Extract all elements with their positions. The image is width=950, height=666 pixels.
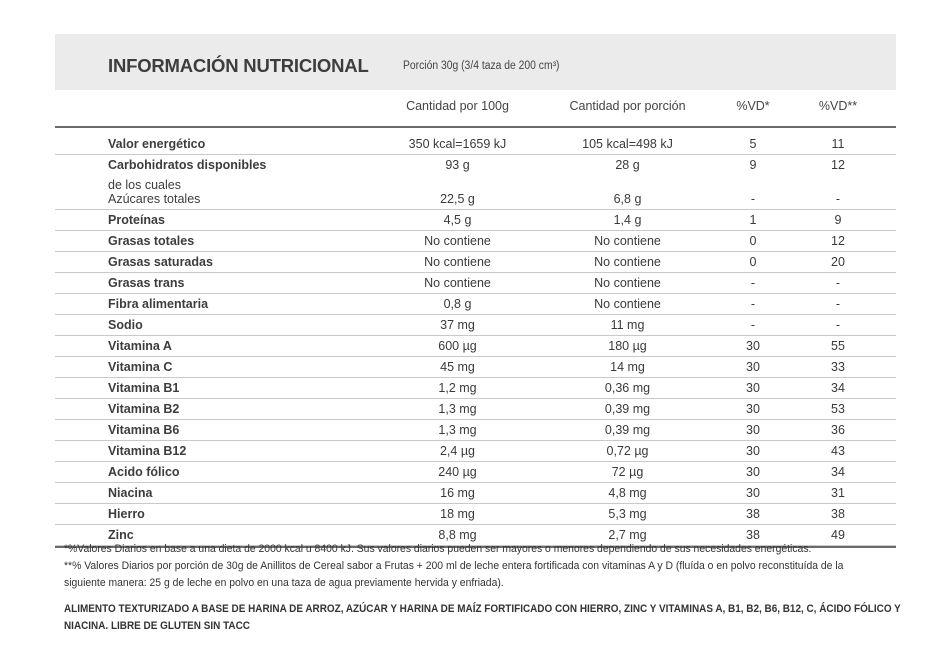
cell-vd2: 11 — [831, 137, 845, 151]
cell-vd1: 9 — [749, 158, 757, 172]
cell-per100: No contiene — [424, 255, 491, 269]
cell-vd1: 30 — [746, 465, 760, 479]
footnote-2-line-2: siguiente manera: 25 g de leche en polvo en una taza de agua previamente hervida y enfriada). — [64, 577, 504, 589]
row-nutrient-name: Niacina — [108, 486, 153, 500]
cell-per-portion: 2,7 mg — [608, 528, 647, 542]
row-nutrient-name: Grasas saturadas — [108, 255, 213, 269]
cell-per-portion: 0,36 mg — [604, 381, 651, 395]
cell-per100: 18 mg — [440, 507, 475, 521]
cell-vd2: 12 — [831, 234, 845, 248]
row-nutrient-name: Carbohidratos disponibles — [108, 158, 267, 172]
table-row — [55, 210, 896, 231]
cell-per-portion: 28 g — [615, 158, 640, 172]
cell-per-portion: No contiene — [594, 276, 661, 290]
cell-vd2: 9 — [834, 213, 842, 227]
row-prefix-label: de los cuales — [108, 178, 181, 192]
cell-vd1: - — [750, 297, 756, 311]
cell-vd1: 0 — [749, 255, 757, 269]
column-header-per100: Cantidad por 100g — [406, 99, 509, 113]
cell-vd1: 30 — [746, 486, 760, 500]
cell-vd2: 38 — [831, 507, 845, 521]
cell-vd1: - — [750, 276, 756, 290]
row-nutrient-name: Proteínas — [108, 213, 165, 227]
cell-per-portion: 14 mg — [610, 360, 645, 374]
cell-vd2: 34 — [831, 465, 845, 479]
cell-per-portion: 0,39 mg — [604, 423, 651, 437]
cell-per100: 16 mg — [440, 486, 475, 500]
cell-per-portion: 180 µg — [608, 339, 647, 353]
cell-vd1: 30 — [746, 402, 760, 416]
cell-vd1: 1 — [749, 213, 757, 227]
table-top-rule — [55, 126, 896, 128]
cell-vd1: 0 — [749, 234, 757, 248]
table-row — [55, 252, 896, 273]
cell-vd2: - — [835, 318, 841, 332]
cell-per-portion: 11 mg — [610, 318, 645, 332]
cell-vd1: - — [750, 318, 756, 332]
cell-per100: 93 g — [445, 158, 470, 172]
cell-per-portion: No contiene — [594, 234, 661, 248]
column-header-vd2: %VD** — [818, 99, 858, 113]
cell-vd1: 5 — [749, 137, 757, 151]
cell-per100: 2,4 µg — [439, 444, 475, 458]
cell-vd2: 53 — [831, 402, 845, 416]
cell-per-portion: 4,8 mg — [608, 486, 647, 500]
table-row — [55, 399, 896, 420]
ingredients-statement — [64, 601, 901, 635]
ingredients-line-1: ALIMENTO TEXTURIZADO A BASE DE HARINA DE ARROZ, AZÚCAR Y HARINA DE MAÍZ FORTIFICADO CON HIERRO, ZINC Y VITAMINAS A, B1, B2, B6, B12, C, ÁCIDO FÓLICO Y — [64, 603, 901, 615]
cell-per-portion: No contiene — [594, 255, 661, 269]
footnote-1: *%Valores Diarios en base a una dieta de 2000 kcal u 8400 kJ. Sus valores diarios pueden ser mayores o menores dependiendo de sus necesidades energéticas. — [64, 543, 812, 555]
table-row — [55, 357, 896, 378]
cell-per100: 45 mg — [440, 360, 475, 374]
row-nutrient-name: Vitamina A — [108, 339, 172, 353]
table-row — [55, 462, 896, 483]
cell-per100: 22,5 g — [440, 192, 475, 206]
table-row — [55, 175, 896, 210]
cell-per-portion: 0,72 µg — [606, 444, 649, 458]
cell-per-portion: 1,4 g — [613, 213, 642, 227]
footnote-2-line-1: **% Valores Diarios por porción de 30g de Anillitos de Cereal sabor a Frutas + 200 ml de leche entera fortificada con vitaminas A y D (fluída o en polvo reconstituída de la — [64, 560, 844, 572]
table-row — [55, 441, 896, 462]
cell-vd1: - — [750, 192, 756, 206]
cell-vd2: - — [835, 297, 841, 311]
table-row — [55, 483, 896, 504]
nutrition-title: INFORMACIÓN NUTRICIONAL — [108, 55, 369, 76]
table-row — [55, 336, 896, 357]
cell-per-portion: No contiene — [594, 297, 661, 311]
table-row — [55, 378, 896, 399]
cell-vd1: 30 — [746, 423, 760, 437]
row-nutrient-name: Fibra alimentaria — [108, 297, 209, 311]
cell-per100: No contiene — [424, 234, 491, 248]
table-row — [55, 504, 896, 525]
row-nutrient-name: Hierro — [108, 507, 145, 521]
table-row — [55, 294, 896, 315]
cell-per100: 4,5 g — [443, 213, 472, 227]
row-nutrient-name: Acido fólico — [108, 465, 180, 479]
table-row — [55, 420, 896, 441]
row-nutrient-name: Grasas trans — [108, 276, 185, 290]
title-bar — [55, 34, 896, 90]
cell-vd2: 33 — [831, 360, 845, 374]
cell-per100: 8,8 mg — [438, 528, 477, 542]
cell-per-portion: 72 µg — [611, 465, 644, 479]
table-row — [55, 155, 896, 175]
cell-vd2: 12 — [831, 158, 845, 172]
cell-vd2: 43 — [831, 444, 845, 458]
column-header-per-portion: Cantidad por porción — [569, 99, 686, 113]
cell-vd2: 55 — [831, 339, 845, 353]
cell-vd1: 38 — [746, 528, 760, 542]
cell-per-portion: 6,8 g — [613, 192, 642, 206]
cell-vd2: - — [835, 192, 841, 206]
cell-per100: 350 kcal=1659 kJ — [408, 137, 507, 151]
cell-vd1: 30 — [746, 339, 760, 353]
cell-vd1: 30 — [746, 444, 760, 458]
row-nutrient-name: Vitamina B12 — [108, 444, 187, 458]
column-header-row — [55, 90, 896, 126]
cell-vd1: 30 — [746, 381, 760, 395]
cell-per100: 600 µg — [438, 339, 477, 353]
table-row — [55, 273, 896, 294]
row-nutrient-name: Vitamina B1 — [108, 381, 180, 395]
cell-vd2: 49 — [831, 528, 845, 542]
row-nutrient-name: Vitamina C — [108, 360, 173, 374]
nutrition-panel — [55, 34, 896, 548]
cell-vd1: 38 — [746, 507, 760, 521]
column-header-vd1: %VD* — [736, 99, 770, 113]
cell-vd2: 31 — [831, 486, 845, 500]
row-nutrient-name: Sodio — [108, 318, 143, 332]
cell-per100: 240 µg — [438, 465, 477, 479]
cell-per100: 1,3 mg — [438, 423, 477, 437]
cell-vd2: - — [835, 276, 841, 290]
cell-per100: 37 mg — [440, 318, 475, 332]
cell-per100: 1,3 mg — [438, 402, 477, 416]
cell-per-portion: 105 kcal=498 kJ — [582, 137, 673, 151]
cell-vd1: 30 — [746, 360, 760, 374]
cell-vd2: 20 — [831, 255, 845, 269]
row-nutrient-name: Zinc — [108, 528, 134, 542]
footnotes — [64, 541, 894, 592]
cell-per100: 0,8 g — [443, 297, 472, 311]
portion-info: Porción 30g (3/4 taza de 200 cm³) — [403, 60, 560, 72]
cell-vd2: 36 — [831, 423, 845, 437]
row-nutrient-name: Grasas totales — [108, 234, 195, 248]
row-nutrient-name: Valor energético — [108, 137, 206, 151]
table-row — [55, 315, 896, 336]
row-nutrient-name: Vitamina B6 — [108, 423, 180, 437]
table-row — [55, 134, 896, 155]
cell-per100: 1,2 mg — [438, 381, 477, 395]
cell-vd2: 34 — [831, 381, 845, 395]
row-nutrient-name: Azúcares totales — [108, 192, 201, 206]
cell-per-portion: 0,39 mg — [604, 402, 651, 416]
row-nutrient-name: Vitamina B2 — [108, 402, 180, 416]
nutrition-table-body — [55, 134, 896, 546]
cell-per-portion: 5,3 mg — [608, 507, 647, 521]
cell-per100: No contiene — [424, 276, 491, 290]
table-row — [55, 231, 896, 252]
ingredients-line-2: NIACINA. LIBRE DE GLUTEN SIN TACC — [64, 620, 250, 632]
